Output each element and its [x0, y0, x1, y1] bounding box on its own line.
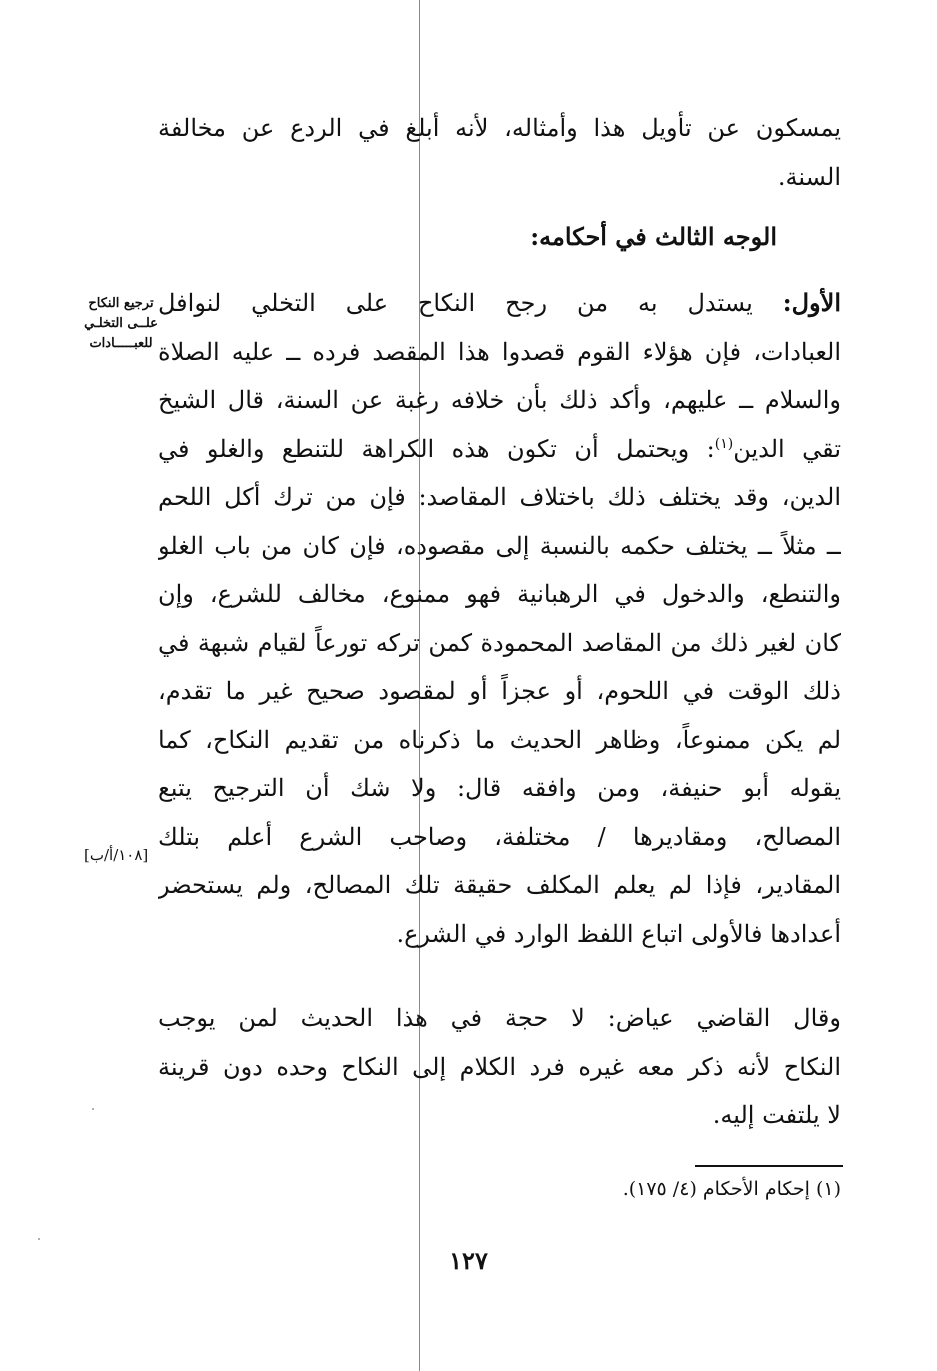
text-line: يقوله أبو حنيفة، ومن وافقه قال: ولا شك أن الترجيح يتبع: [158, 774, 841, 802]
scan-speck: [38, 1238, 40, 1240]
text-line: كان لغير ذلك من المقاصد المحمودة كمن تركه تورعاً لقيام شبهة في: [158, 628, 841, 657]
footnote-marker: (١): [714, 435, 734, 452]
text-span: يستدل به من رجح النكاح على التخلي لنوافل: [158, 289, 753, 317]
text-line: النكاح لأنه ذكر معه غيره فرد الكلام إلى النكاح وحده دون قرينة: [158, 1052, 841, 1081]
text-line: لم يكن ممنوعاً، وظاهر الحديث ما ذكرناه من تقديم النكاح، كما: [158, 725, 841, 754]
margin-note-line: ترجيع النكاح: [88, 296, 154, 311]
text-line: والسلام ــ عليهم، وأكد ذلك بأن خلافه رغبة عن السنة، قال الشيخ: [158, 386, 841, 414]
margin-note: [72, 294, 170, 354]
lead-word: الأول:: [782, 288, 841, 317]
paragraph-3: [158, 994, 841, 1140]
margin-note-line: للعبـــــادات: [89, 336, 153, 351]
text-line: ــ مثلاً ــ يختلف حكمه بالنسبة إلى مقصوده، فإن كان من باب الغلو: [158, 531, 841, 560]
text-span: : ويحتمل أن تكون هذه الكراهة للتنطع والغلو في: [158, 434, 715, 463]
text-span: تقي الدين: [733, 434, 841, 463]
text-line: لا يلتفت إليه.: [712, 1101, 841, 1129]
text-line: المقادير، فإذا لم يعلم المكلف حقيقة تلك المصالح، ولم يستحضر: [158, 871, 841, 899]
text-line: السنة.: [777, 162, 841, 191]
text-line: يمسكون عن تأويل هذا وأمثاله، لأنه أبلغ في الردع عن مخالفة: [158, 114, 841, 142]
margin-note-line: علــى التخلـي: [84, 316, 158, 331]
scan-speck: [92, 1108, 94, 1110]
text-line: والتنطع، والدخول في الرهبانية فهو ممنوع، مخالف للشرع، وإن: [158, 580, 841, 608]
text-line: [158, 279, 841, 328]
footnote-divider: [695, 1165, 843, 1167]
text-line: المصالح، ومقاديرها / مختلفة، وصاحب الشرع أعلم بتلك: [158, 822, 841, 851]
footnote: (١) إحكام الأحكام (٤/ ١٧٥).: [622, 1178, 841, 1200]
text-line: [158, 425, 841, 474]
text-line: الدين، وقد يختلف ذلك باختلاف المقاصد: فإن من ترك أكل اللحم: [158, 483, 841, 511]
text-line: أعدادها فالأولى اتباع اللفظ الوارد في الشرع.: [396, 919, 841, 948]
text-line: العبادات، فإن هؤلاء القوم قصدوا هذا المقصد فرده ــ عليه الصلاة: [158, 337, 841, 366]
paragraph-1: [158, 104, 841, 201]
page-number: ١٢٧: [449, 1246, 488, 1275]
paragraph-2: [158, 279, 841, 958]
section-heading: الوجه الثالث في أحكامه:: [530, 222, 777, 251]
text-line: ذلك الوقت في اللحوم، أو عجزاً أو لمقصود صحيح غير ما تقدم،: [158, 677, 841, 705]
manuscript-folio-ref: [١٠٨/أ/ب]: [84, 846, 149, 864]
text-line: وقال القاضي عياض: لا حجة في هذا الحديث لمن يوجب: [158, 1004, 841, 1032]
